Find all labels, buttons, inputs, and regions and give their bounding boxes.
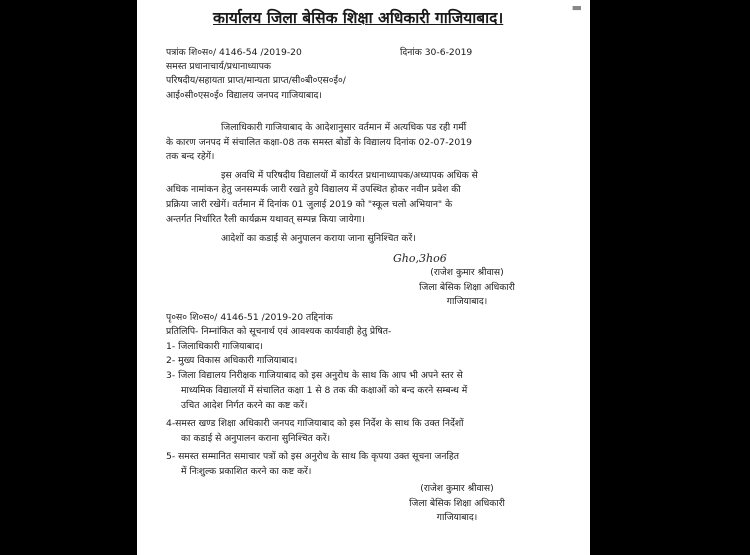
- signatory-place: गाजियाबाद।: [446, 296, 488, 307]
- signatory-designation: जिला बेसिक शिक्षा अधिकारी: [419, 282, 515, 293]
- para3-line: आदेशों का कडाई से अनुपालन कराया जाना सुनिश्चित करें।: [221, 233, 416, 244]
- copy-list-item: का कडाई से अनुपालन कराना सुनिश्चित करें।: [181, 433, 331, 444]
- copy-signatory-place: गाजियाबाद।: [436, 512, 478, 523]
- para1-line: जिलाधिकारी गाजियाबाद के आदेशानुसार वर्तमान में अत्यधिक पड रही गर्मी: [221, 122, 467, 133]
- para2-line: इस अवधि में परिषदीय विद्यालयों में कार्यरत प्रधानाध्यापक/अध्यापक अधिक से: [221, 170, 478, 181]
- signatory-name: (राजेश कुमार श्रीवास): [430, 267, 504, 278]
- copy-intro: प्रतिलिपि- निम्नांकित को सूचनार्थ एवं आवश्यक कार्यवाही हेतु प्रेषित-: [166, 326, 392, 337]
- copy-list-item: 3- जिला विद्यालय निरीक्षक गाजियाबाद को इस अनुरोध के साथ कि आप भी अपने स्तर से: [166, 370, 463, 381]
- document-title: कार्यालय जिला बेसिक शिक्षा अधिकारी गाजियाबाद।: [213, 9, 504, 27]
- page-corner-marker-icon: ▬: [571, 1, 582, 14]
- copy-signatory-name: (राजेश कुमार श्रीवास): [420, 483, 494, 494]
- signature-scribble: Gho,3ho6: [393, 252, 447, 265]
- copy-signatory-designation: जिला बेसिक शिक्षा अधिकारी: [409, 498, 505, 509]
- recipient-line-2: परिषदीय/सहायता प्राप्त/मान्यता प्राप्त/सी०बी०एस०ई०/: [166, 75, 346, 86]
- reference-number: पत्रांक शि०स०/ 4146-54 /2019-20: [166, 47, 302, 58]
- para1-line: के कारण जनपद में संचालित कक्षा-08 तक समस्त बोर्डो के विद्यालय दिनांक 02-07-2019: [166, 137, 472, 148]
- copy-list-item: 2- मुख्य विकास अधिकारी गाजियाबाद।: [166, 355, 298, 366]
- para1-line: तक बन्द रहेगें।: [166, 151, 215, 162]
- copy-list-item: 4-समस्त खण्ड शिक्षा अधिकारी जनपद गाजियाबाद को इस निर्देश के साथ कि उक्त निर्देशों: [166, 418, 464, 429]
- copy-list-item: उचित आदेश निर्गत करने का कष्ट करें।: [181, 400, 308, 411]
- copy-list-item: में निःशुल्क प्रकाशित करने का कष्ट करें।: [181, 466, 312, 477]
- para2-line: अन्तर्गत निर्धारित रैली कार्यक्रम यथावत् सम्पन्न किया जायेगा।: [166, 214, 365, 225]
- copy-list-item: माध्यमिक विद्यालयों में संचालित कक्षा 1 से 8 तक की कक्षाओं को बन्द करने सम्बन्ध में: [181, 385, 468, 396]
- recipient-line-3: आई०सी०एस०ई० विद्यालय जनपद गाजियाबाद।: [166, 90, 322, 101]
- letter-date: दिनांक 30-6-2019: [400, 47, 473, 58]
- recipient-line-1: समस्त प्रधानाचार्य/प्रधानाध्यापक: [166, 61, 271, 72]
- copy-list-item: 5- समस्त सम्मानित समाचार पत्रों को इस अनुरोध के साथ कि कृपया उक्त सूचना जनहित: [166, 451, 459, 462]
- para2-line: प्रक्रिया जारी रखेगें। वर्तमान में दिनांक 01 जुलाई 2019 को "स्कूल चलो अभियान" के: [166, 199, 453, 210]
- para2-line: अधिक नामांकन हेतु जनसम्पर्क जारी रखते हुये विद्यालय में उपस्थित होकर नवीन प्रवेश की: [166, 184, 461, 195]
- copy-list-item: 1- जिलाधिकारी गाजियाबाद।: [166, 341, 263, 352]
- copy-reference-number: पृ०स० शि०स०/ 4146-51 /2019-20 तद्दिनांक: [166, 312, 333, 323]
- document-page: [137, 0, 590, 555]
